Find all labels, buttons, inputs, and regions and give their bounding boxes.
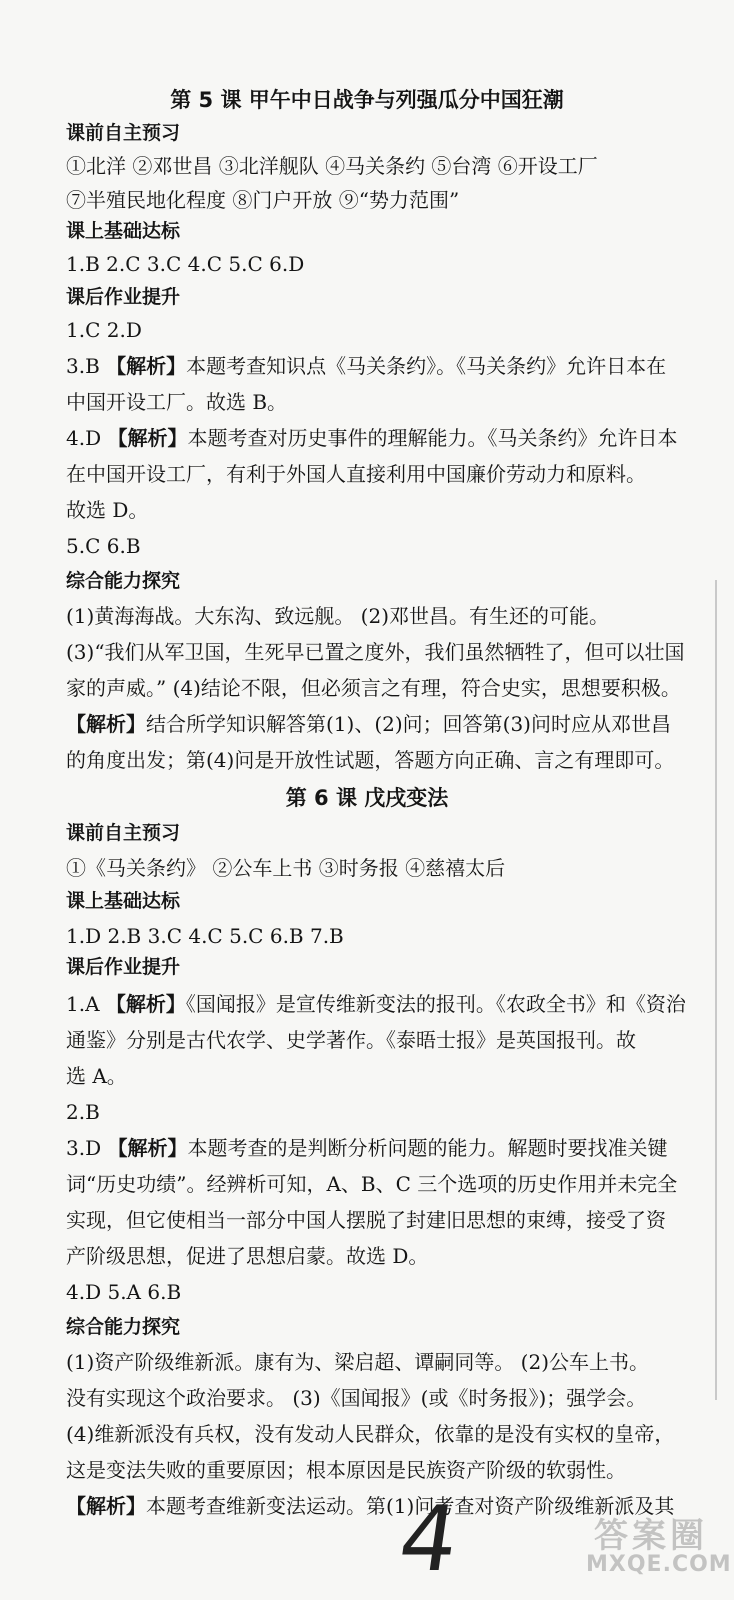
lesson5-preview-line1: ①北洋 ②邓世昌 ③北洋舰队 ④马关条约 ⑤台湾 ⑥开设工厂	[66, 154, 598, 178]
analysis-tag: 【解析】	[107, 1136, 188, 1160]
lesson5-homework-heading: 课后作业提升	[66, 286, 181, 308]
analysis-tag: 【解析】	[105, 992, 186, 1016]
lesson5-hw3-line1	[66, 348, 724, 384]
ability-text: 本题考查维新变法运动。第(1)问考查对资产阶级维新派及其	[146, 1494, 675, 1518]
lesson6-ability-line4: 这是变法失败的重要原因；根本原因是民族资产阶级的软弱性。	[66, 1458, 626, 1482]
lesson5-ability-line2: (3)“我们从军卫国，生死早已置之度外，我们虽然牺牲了，但可以壮国	[66, 640, 685, 664]
hw-number: 3.D	[66, 1136, 108, 1160]
watermark-url: MXQE.COM	[586, 1552, 732, 1577]
ability-text: 结合所学知识解答第(1)、(2)问；回答第(3)问时应从邓世昌	[146, 712, 671, 736]
hw-number: 1.A	[66, 992, 106, 1016]
lesson6-basic-heading: 课上基础达标	[66, 890, 181, 912]
lesson6-hw1-line1	[66, 986, 724, 1022]
lesson6-preview-line1: ①《马关条约》 ②公车上书 ③时务报 ④慈禧太后	[66, 856, 506, 880]
lesson5-title: 第 5 课 甲午中日战争与列强瓜分中国狂潮	[170, 88, 564, 112]
lesson5-ability-heading: 综合能力探究	[66, 570, 181, 592]
lesson5-ability-line3: 家的声威。” (4)结论不限，但必须言之有理，符合史实，思想要积极。	[66, 676, 681, 700]
lesson5-hw-1-2: 1.C 2.D	[66, 318, 142, 342]
lesson6-hw-4-6: 4.D 5.A 6.B	[66, 1280, 182, 1304]
lesson6-hw3-line4: 产阶级思想，促进了思想启蒙。故选 D。	[66, 1244, 429, 1268]
lesson5-basic-answers: 1.B 2.C 3.C 4.C 5.C 6.D	[66, 252, 305, 276]
hw-text: 本题考查对历史事件的理解能力。《马关条约》允许日本	[187, 426, 678, 450]
analysis-tag: 【解析】	[66, 712, 146, 736]
analysis-tag: 【解析】	[107, 426, 188, 450]
lesson6-hw2: 2.B	[66, 1100, 100, 1124]
lesson6-ability-heading: 综合能力探究	[66, 1316, 181, 1338]
lesson5-hw4-line3: 故选 D。	[66, 498, 149, 522]
analysis-tag: 【解析】	[106, 354, 187, 378]
site-watermark	[584, 1508, 732, 1582]
lesson6-basic-answers: 1.D 2.B 3.C 4.C 5.C 6.B 7.B	[66, 924, 344, 948]
lesson6-hw3-line3: 实现，但它使相当一部分中国人摆脱了封建旧思想的束缚，接受了资	[66, 1208, 666, 1232]
lesson6-hw3-line1	[66, 1130, 724, 1166]
lesson5-preview-heading: 课前自主预习	[66, 122, 181, 144]
lesson6-title: 第 6 课 戊戌变法	[285, 786, 449, 810]
scan-edge-line	[715, 580, 717, 1400]
lesson6-hw3-line2: 词“历史功绩”。经辨析可知，A、B、C 三个选项的历史作用并未完全	[66, 1172, 678, 1196]
lesson6-preview-heading: 课前自主预习	[66, 822, 181, 844]
lesson5-hw4-line1	[66, 420, 724, 456]
lesson6-ability-line1: (1)资产阶级维新派。康有为、梁启超、谭嗣同等。 (2)公车上书。	[66, 1350, 650, 1374]
lesson5-ability-line1: (1)黄海海战。大东沟、致远舰。 (2)邓世昌。有生还的可能。	[66, 604, 610, 628]
hw-number: 4.D	[66, 426, 108, 450]
lesson6-hw1-line2: 通鉴》分别是古代农学、史学著作。《泰晤士报》是英国报刊。故	[66, 1028, 636, 1052]
hw-text: 《国闻报》是宣传维新变法的报刊。《农政全书》和《资治	[185, 992, 686, 1016]
handwritten-page-mark: 4	[392, 1487, 465, 1592]
watermark-logo-text: 答案圈	[594, 1516, 708, 1556]
lesson5-hw3-line2: 中国开设工厂。故选 B。	[66, 390, 288, 414]
hw-text: 本题考查知识点《马关条约》。《马关条约》允许日本在	[186, 354, 667, 378]
lesson6-hw1-line3: 选 A。	[66, 1064, 127, 1088]
hw-text: 本题考查的是判断分析问题的能力。解题时要找准关键	[187, 1136, 668, 1160]
lesson5-ability-line5: 的角度出发；第(4)问是开放性试题，答题方向正确、言之有理即可。	[66, 748, 675, 772]
lesson6-homework-heading: 课后作业提升	[66, 956, 181, 978]
lesson6-ability-line3: (4)维新派没有兵权，没有发动人民群众，依靠的是没有实权的皇帝，	[66, 1422, 675, 1446]
lesson6-ability-line2: 没有实现这个政治要求。 (3)《国闻报》(或《时务报》)；强学会。	[66, 1386, 647, 1410]
analysis-tag: 【解析】	[66, 1494, 146, 1518]
lesson5-ability-line4	[66, 706, 724, 742]
lesson5-preview-line2: ⑦半殖民地化程度 ⑧门户开放 ⑨“势力范围”	[66, 188, 460, 212]
hw-number: 3.B	[66, 354, 107, 378]
lesson5-hw4-line2: 在中国开设工厂，有利于外国人直接利用中国廉价劳动力和原料。	[66, 462, 646, 486]
lesson5-hw-5-6: 5.C 6.B	[66, 534, 141, 558]
lesson5-basic-heading: 课上基础达标	[66, 220, 181, 242]
